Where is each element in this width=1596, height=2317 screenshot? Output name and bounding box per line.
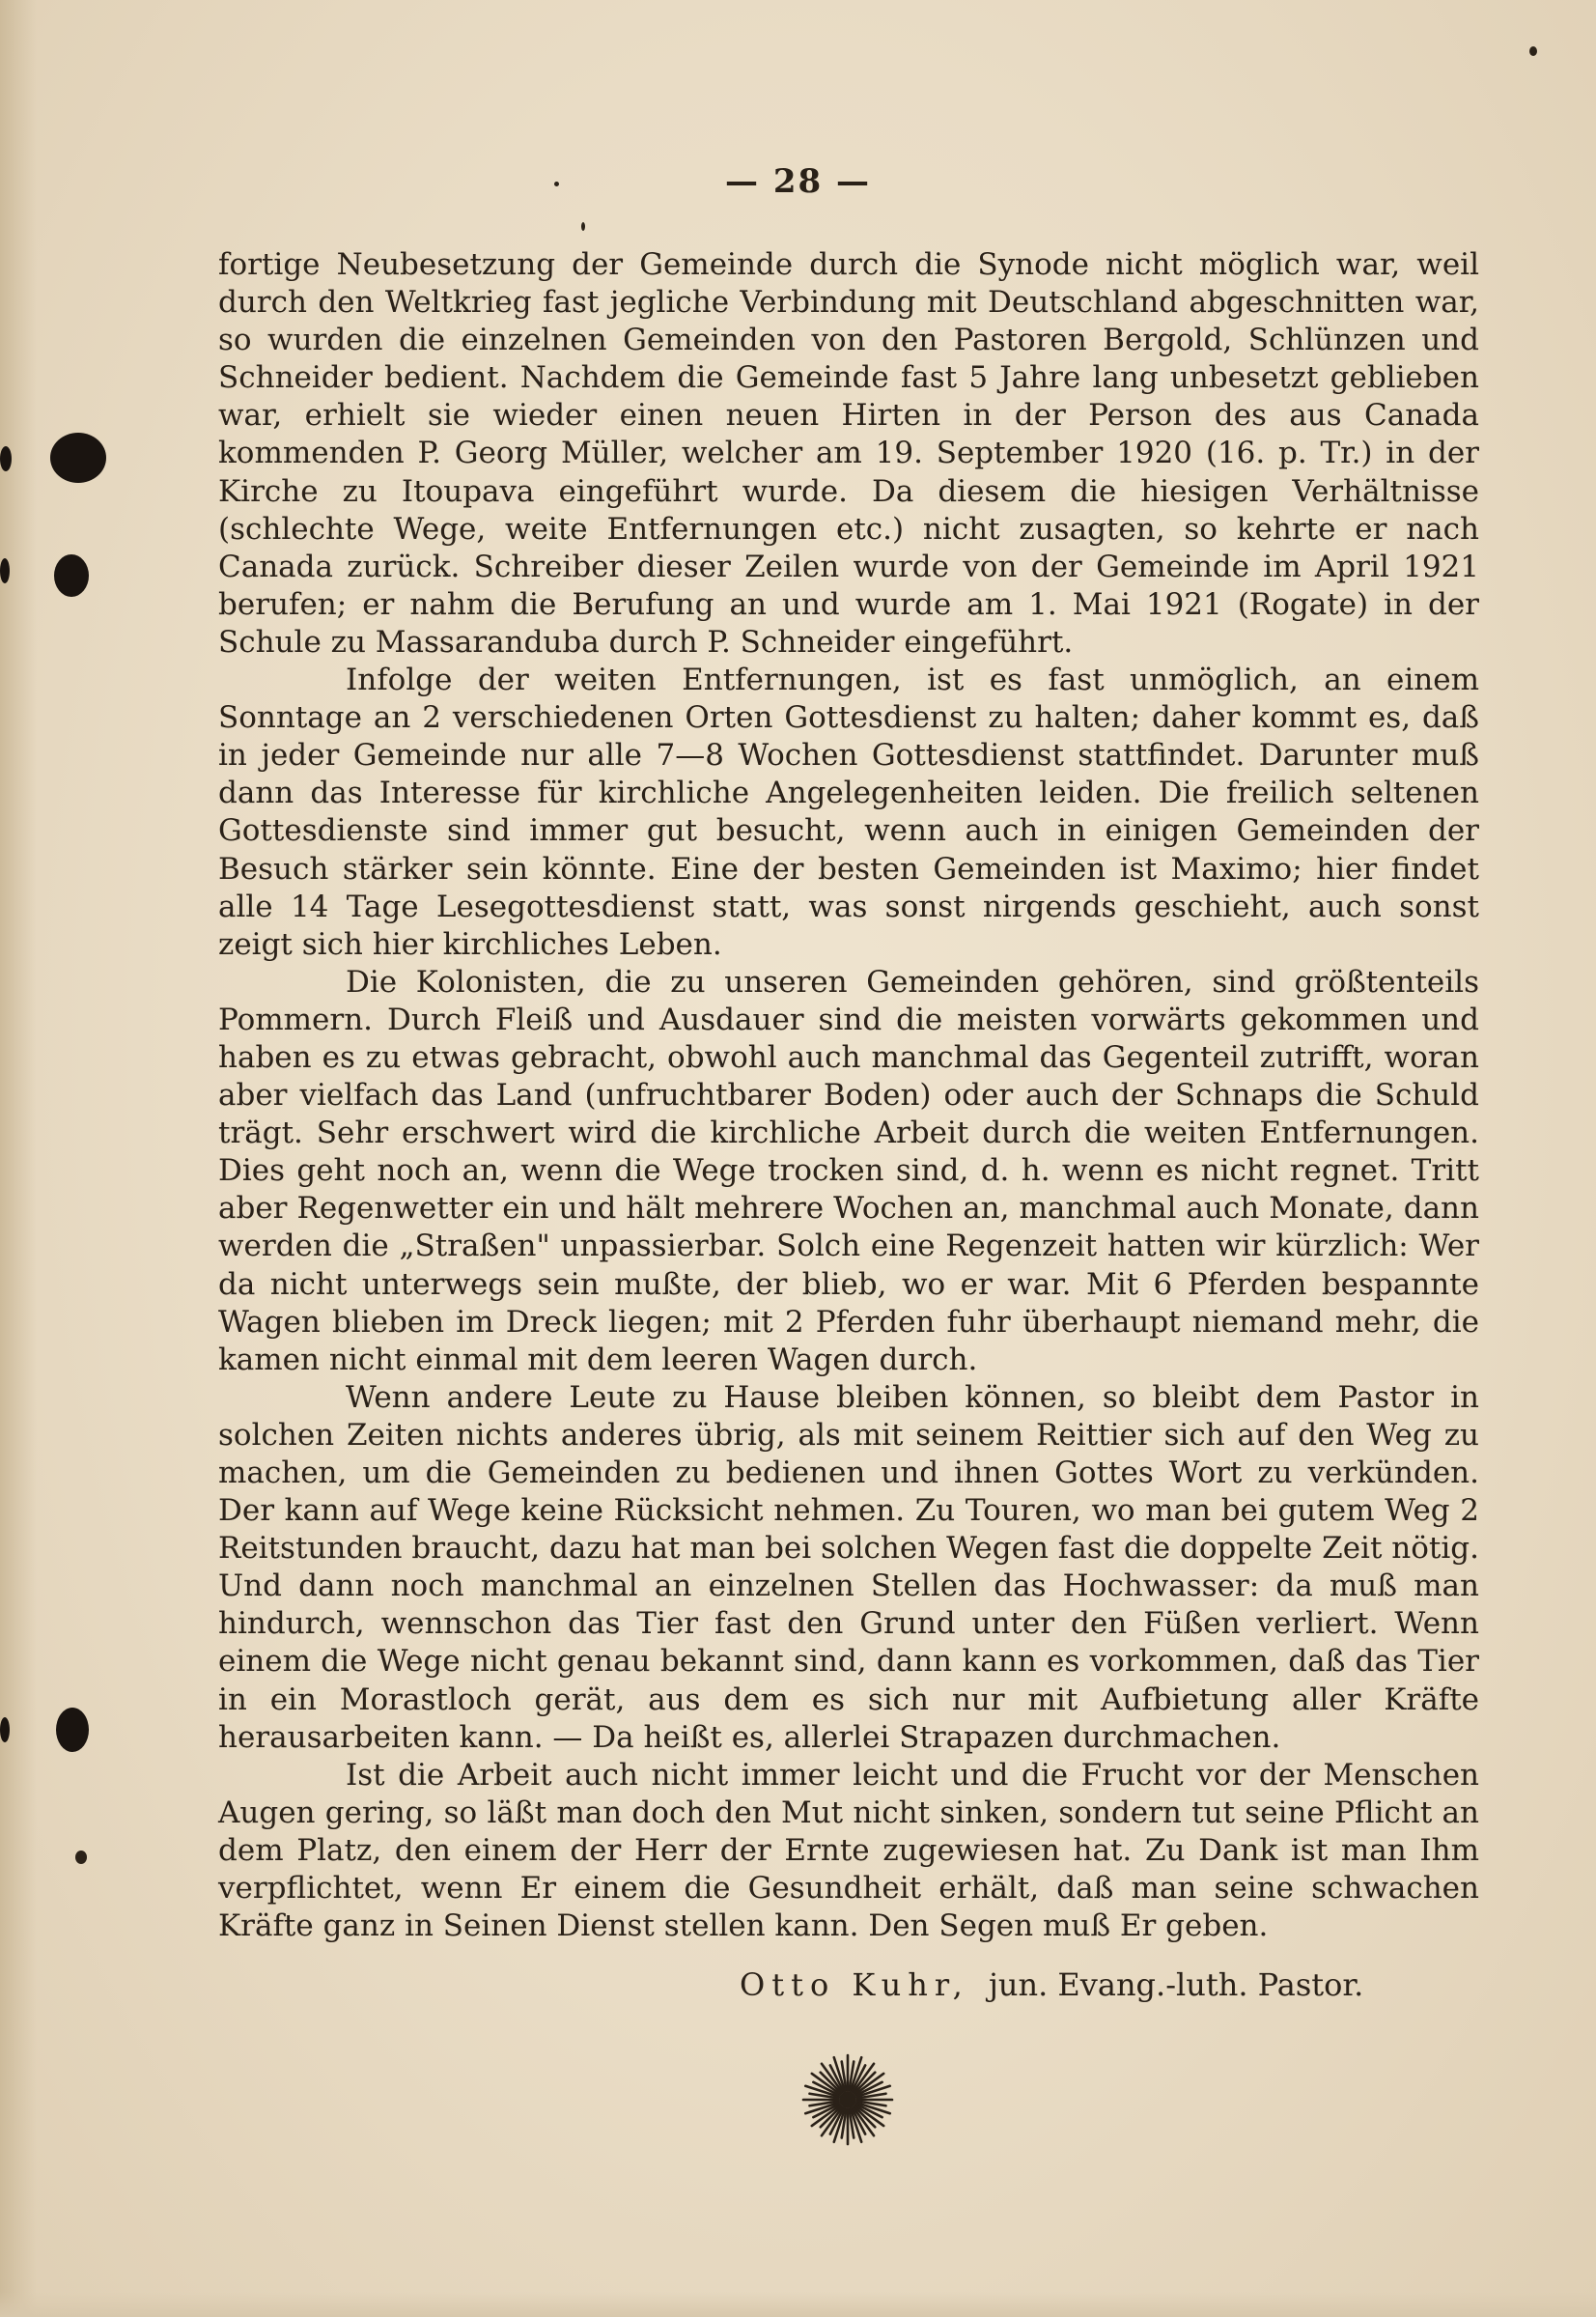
signature-title: jun. Evang.-luth. Pastor. [988,1966,1364,2003]
punch-hole [0,558,10,583]
signature-name: Otto Kuhr, [740,1966,969,2003]
paragraph: Die Kolonisten, die zu unseren Gemeinden gehören, sind größtenteils Pommern. Durch Fleiß und Ausdauer sind die meisten vorwärts gekommen und haben es zu etwas gebracht, obwohl auch manchmal das Gegenteil zutrifft, woran aber vielfach das Land (unfruchtbarer Boden) oder auch der Schnaps die Schuld trägt. Sehr erschwert wird die kirchliche Arbeit durch die weiten Entfernungen. Dies geht noch an, wenn die Wege trocken sind, d. h. wenn es nicht regnet. Tritt aber Regenwetter ein und hält mehrere Wochen an, manchmal auch Monate, dann werden die „Straßen" unpassierbar. Solch eine Regenzeit hatten wir kürzlich: Wer da nicht unterwegs sein mußte, der blieb, wo er war. Mit 6 Pferden bespannte Wagen blieben im Dreck liegen; mit 2 Pferden fuhr überhaupt niemand mehr, die kamen nicht einmal mit dem leeren Wagen durch. [218,964,1479,1377]
body-text [218,246,1479,1945]
paragraph: Infolge der weiten Entfernungen, ist es fast unmöglich, an einem Sonntage an 2 verschiedenen Orten Gottesdienst zu halten; daher kommt es, daß in jeder Gemeinde nur alle 7—8 Wochen Gottesdienst stattfindet. Darunter muß dann das Interesse für kirchliche Angelegenheiten leiden. Die freilich seltenen Gottesdienste sind immer gut besucht, wenn auch in einigen Gemeinden der Besuch stärker sein könnte. Eine der besten Gemeinden ist Maximo; hier findet alle 14 Tage Lesegottesdienst statt, was sonst nirgends geschieht, auch sonst zeigt sich hier kirchliches Leben. [218,663,1479,962]
page-bottom-edge [0,2292,1596,2317]
sunburst-ornament-icon [801,2053,894,2146]
paragraph: fortige Neubesetzung der Gemeinde durch die Synode nicht möglich war, weil durch den Weltkrieg fast jegliche Verbindung mit Deutschland abgeschnitten war, so wurden die einzelnen Gemeinden von den Pastoren Bergold, Schlünzen und Schneider bedient. Nachdem die Gemeinde fast 5 Jahre lang unbesetzt geblieben war, erhielt sie wieder einen neuen Hirten in der Person des aus Canada kommenden P. Georg Müller, welcher am 19. September 1920 (16. p. Tr.) in der Kirche zu Itoupava eingeführt wurde. Da diesem die hiesigen Verhältnisse (schlechte Wege, weite Entfernungen etc.) nicht zusagten, so kehrte er nach Canada zurück. Schreiber dieser Zeilen wurde von der Gemeinde im April 1921 berufen; er nahm die Berufung an und wurde am 1. Mai 1921 (Rogate) in der Schule zu Massaranduba durch P. Schneider eingeführt. [218,247,1479,660]
page-edge-shadow [0,0,37,2317]
ink-speck [581,222,585,231]
paragraph: Ist die Arbeit auch nicht immer leicht und die Frucht vor der Menschen Augen gering, so läßt man doch den Mut nicht sinken, sondern tut seine Pflicht an dem Platz, den einem der Herr der Ernte zugewiesen hat. Zu Dank ist man Ihm verpflichtet, wenn Er einem die Gesundheit erhält, daß man seine schwachen Kräfte ganz in Seinen Dienst stellen kann. Den Segen muß Er geben. [218,1757,1479,1944]
punch-hole [0,446,12,471]
signature [740,1966,1363,2003]
ink-speck [75,1851,87,1864]
punch-hole [56,1708,89,1752]
punch-hole [50,433,106,483]
punch-hole [0,1717,10,1742]
paragraph: Wenn andere Leute zu Hause bleiben können, so bleibt dem Pastor in solchen Zeiten nichts anderes übrig, als mit seinem Reittier sich auf den Weg zu machen, um die Gemeinden zu bedienen und ihnen Gottes Wort zu verkünden. Der kann auf Wege keine Rücksicht nehmen. Zu Touren, wo man bei gutem Weg 2 Reitstunden braucht, dazu hat man bei solchen Wegen fast die doppelte Zeit nötig. Und dann noch manchmal an einzelnen Stellen das Hochwasser: da muß man hindurch, wennschon das Tier fast den Grund unter den Füßen verliert. Wenn einem die Wege nicht genau bekannt sind, dann kann es vorkommen, daß das Tier in ein Morastloch gerät, aus dem es sich nur mit Aufbietung aller Kräfte herausarbeiten kann. — Da heißt es, allerlei Strapazen durchmachen. [218,1379,1479,1755]
punch-hole [54,554,89,597]
ink-speck [1529,46,1537,56]
page-number: — 28 — [725,162,871,201]
